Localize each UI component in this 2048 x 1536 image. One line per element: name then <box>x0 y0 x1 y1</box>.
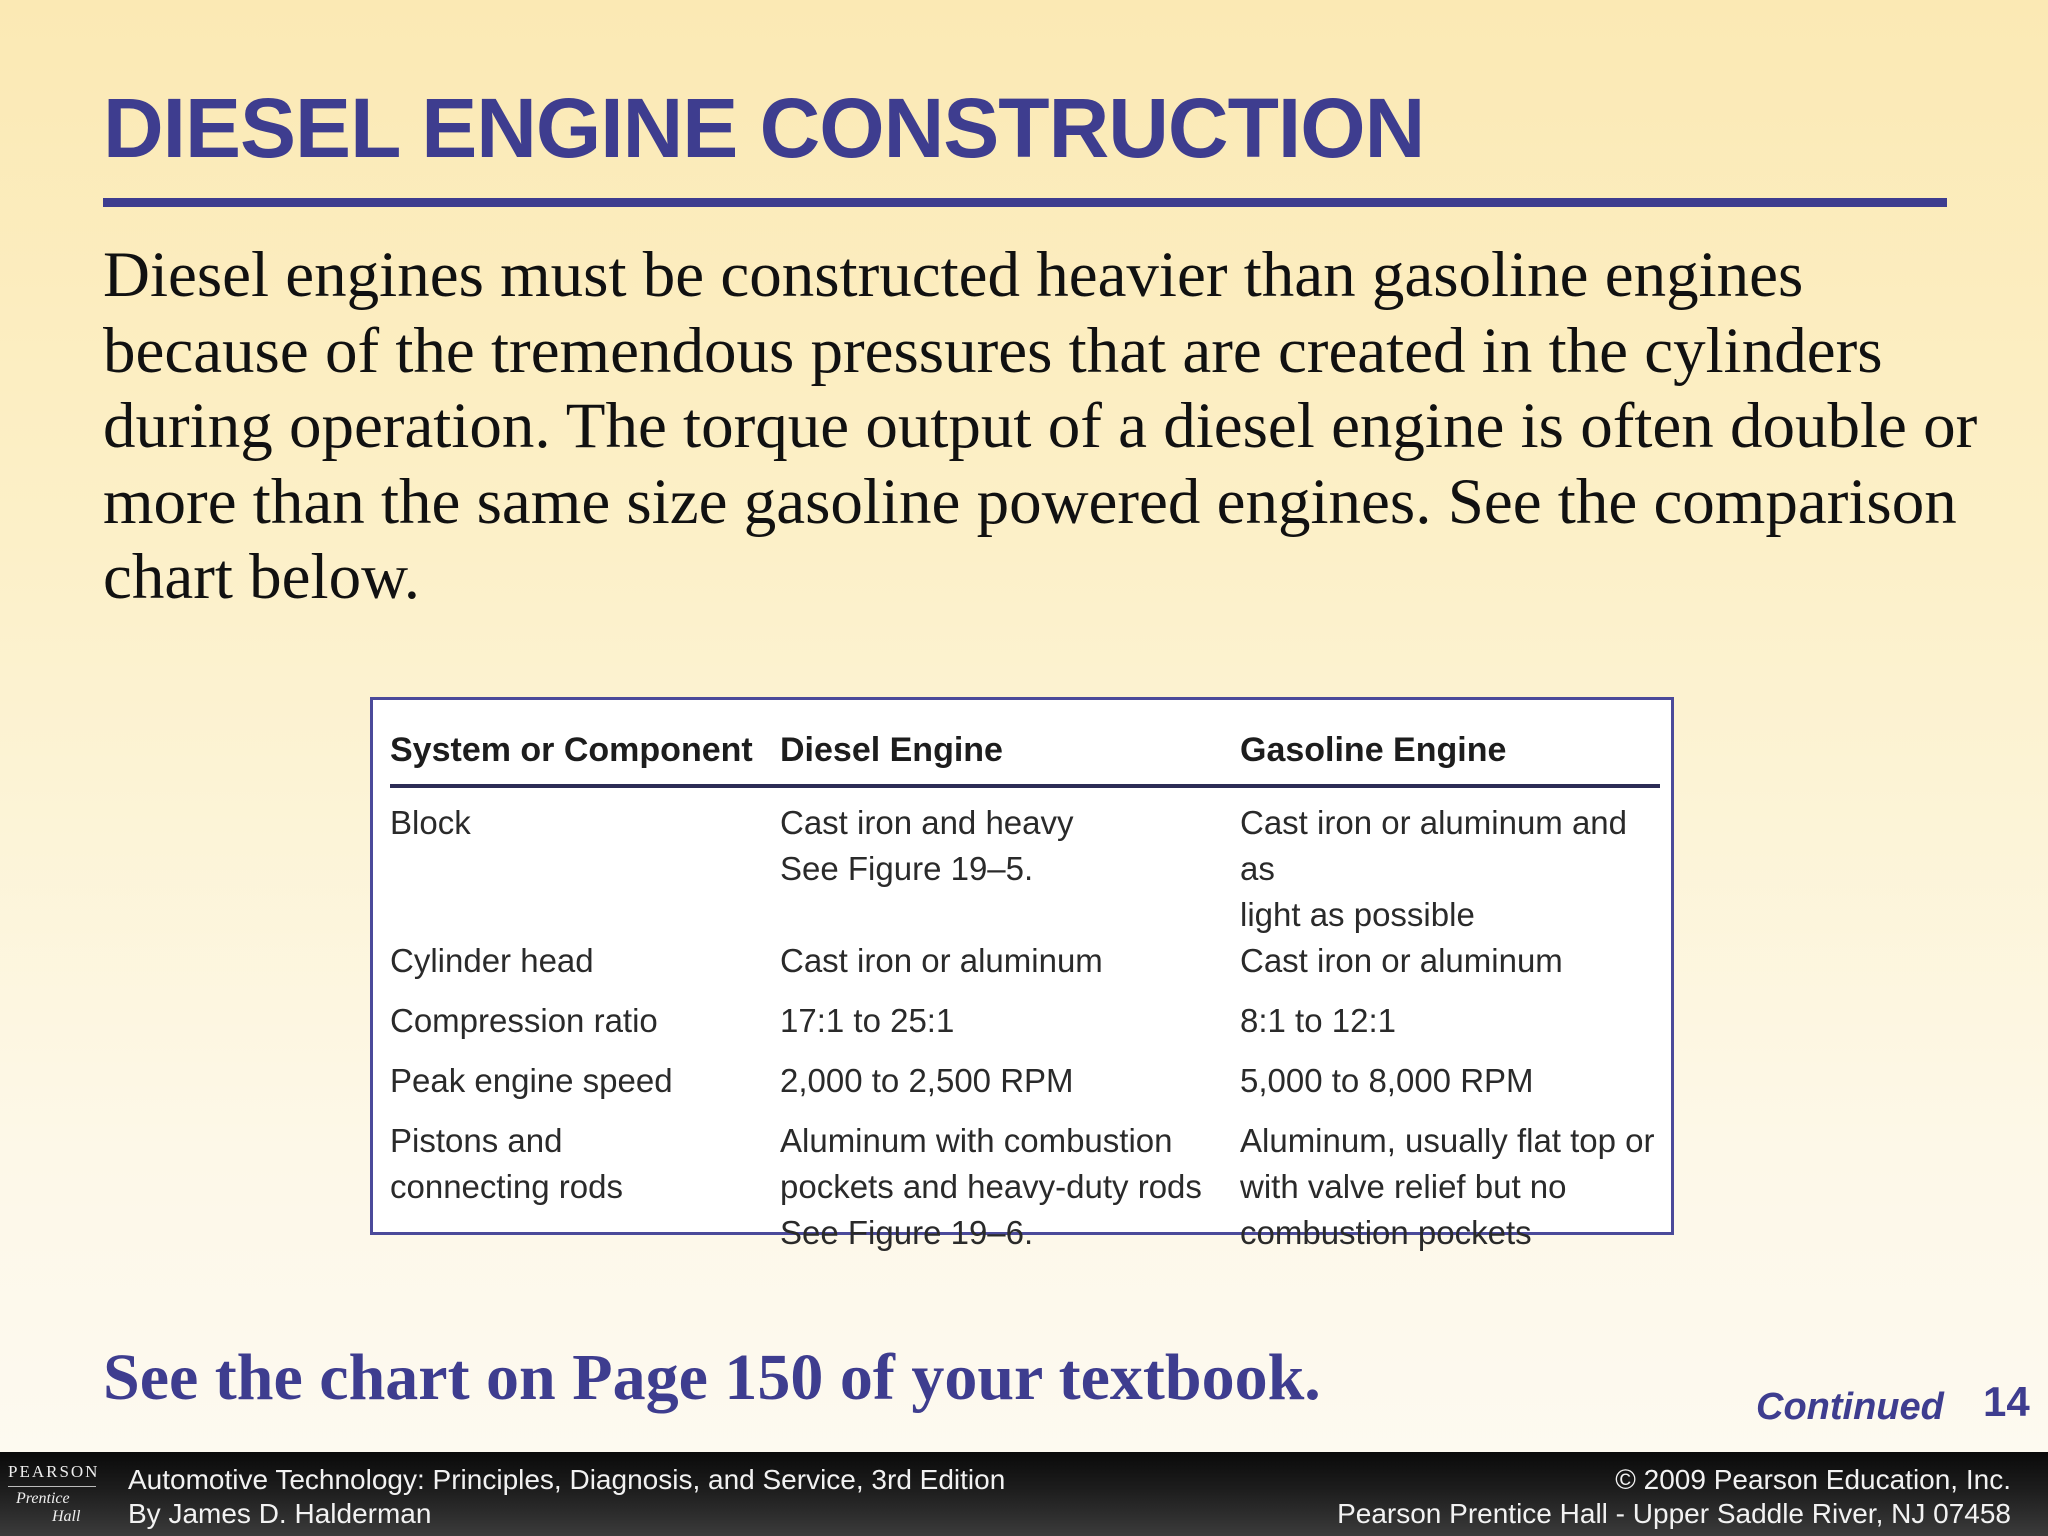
footer-publisher: Pearson Prentice Hall - Upper Saddle River, NJ 07458 <box>1337 1498 2011 1529</box>
cell-diesel: Cast iron or aluminum <box>780 942 1103 979</box>
cell-diesel: Cast iron and heavy See Figure 19–5. <box>780 804 1074 887</box>
cell-gasoline: Cast iron or aluminum <box>1240 942 1563 979</box>
cell-diesel: 2,000 to 2,500 RPM <box>780 1062 1074 1099</box>
footer-author: By James D. Halderman <box>128 1498 432 1529</box>
table-row <box>390 1118 1660 1256</box>
table-row <box>390 1058 1660 1118</box>
cell-component: Cylinder head <box>390 942 594 979</box>
footer-bar <box>0 1452 2048 1536</box>
cell-gasoline: 8:1 to 12:1 <box>1240 1002 1396 1039</box>
cell-diesel: Aluminum with combustion pockets and heavy-duty rods See Figure 19–6. <box>780 1122 1202 1251</box>
page-number: 14 <box>1983 1378 2030 1425</box>
cell-component: Compression ratio <box>390 1002 658 1039</box>
continued-label: Continued <box>1756 1386 1944 1428</box>
table-row <box>390 998 1660 1058</box>
cell-component: Pistons and connecting rods <box>390 1122 623 1205</box>
footer-copyright: © 2009 Pearson Education, Inc. <box>1615 1464 2011 1495</box>
comparison-table <box>390 722 1660 1256</box>
header-diesel: Diesel Engine <box>780 722 1240 786</box>
table-row <box>390 786 1660 938</box>
comparison-table-frame <box>370 697 1674 1251</box>
cell-component: Block <box>390 804 471 841</box>
cell-diesel: 17:1 to 25:1 <box>780 1002 955 1039</box>
title-underline <box>103 198 1947 207</box>
textbook-reference-note: See the chart on Page 150 of your textbook. <box>103 1341 1321 1414</box>
slide-body-text: Diesel engines must be constructed heavier than gasoline engines because of the tremendous pressures that are created in the cylinders during operation. The torque output of a diesel engine is often double or more than the same size gasoline powered engines. See the comparison chart below. <box>103 239 1978 613</box>
pearson-prentice-hall-logo: PEARSON Prentice Hall <box>8 1462 100 1525</box>
slide-title: DIESEL ENGINE CONSTRUCTION <box>103 81 1425 175</box>
header-component: System or Component <box>390 722 780 786</box>
table-header-row <box>390 722 1660 786</box>
cell-component: Peak engine speed <box>390 1062 673 1099</box>
footer-book-title: Automotive Technology: Principles, Diagnosis, and Service, 3rd Edition <box>128 1464 1006 1495</box>
header-gasoline: Gasoline Engine <box>1240 722 1660 786</box>
cell-gasoline: Cast iron or aluminum and as light as possible <box>1240 804 1628 933</box>
table-row <box>390 938 1660 998</box>
cell-gasoline: 5,000 to 8,000 RPM <box>1240 1062 1534 1099</box>
cell-gasoline: Aluminum, usually flat top or with valve relief but no combustion pockets <box>1240 1122 1655 1251</box>
